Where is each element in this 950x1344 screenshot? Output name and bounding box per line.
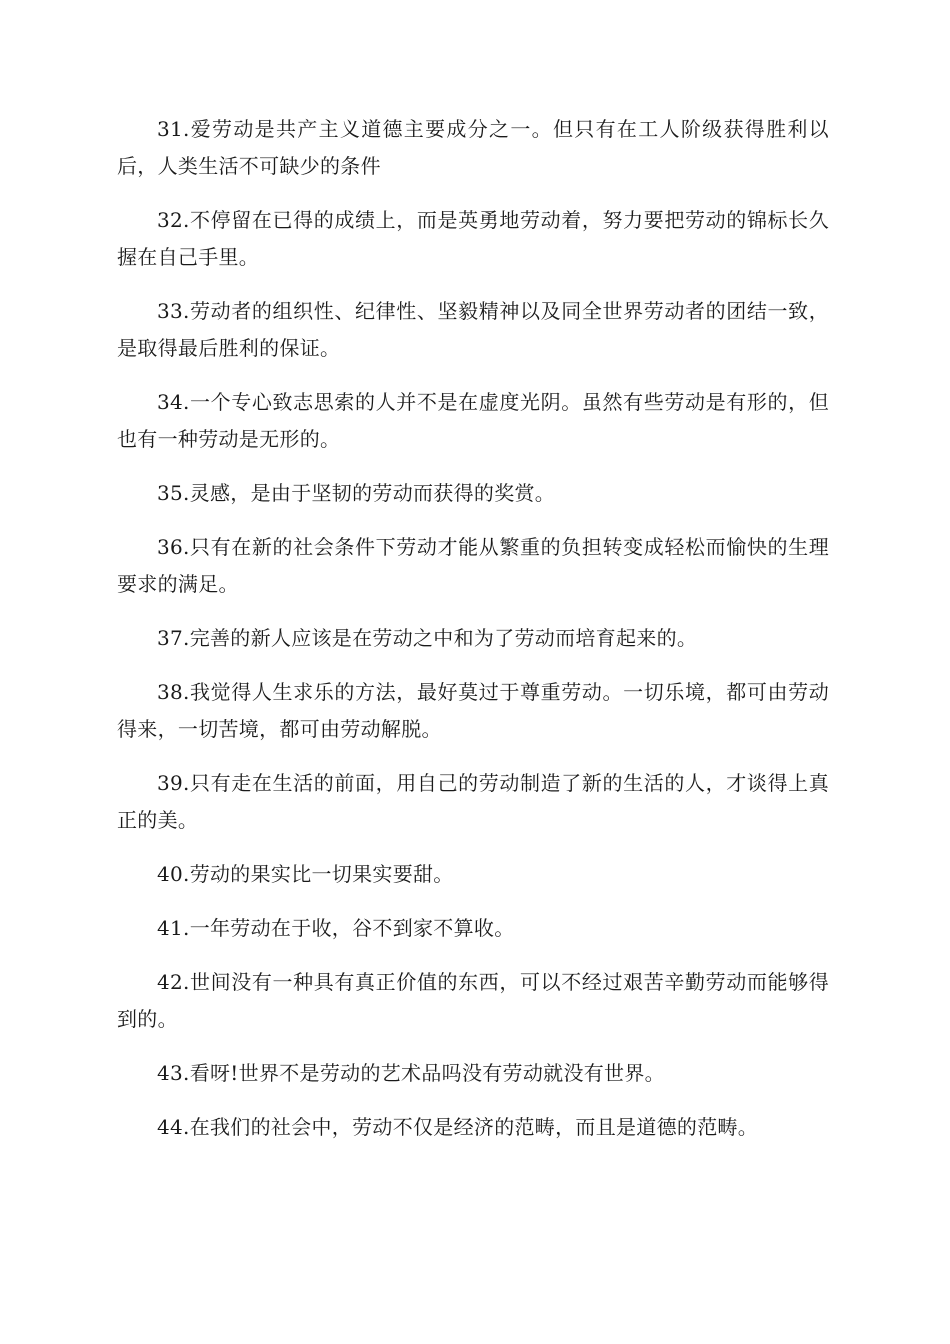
quote-paragraph: 32.不停留在已得的成绩上，而是英勇地劳动着，努力要把劳动的锦标长久握在自己手里。 (117, 208, 829, 269)
quote-paragraph: 43.看呀!世界不是劳动的艺术品吗没有劳动就没有世界。 (157, 1061, 665, 1085)
quote-paragraph: 41.一年劳动在于收，谷不到家不算收。 (157, 916, 515, 940)
quote-paragraph: 44.在我们的社会中，劳动不仅是经济的范畴，而且是道德的范畴。 (157, 1115, 759, 1139)
quote-paragraph: 35.灵感，是由于坚韧的劳动而获得的奖赏。 (157, 481, 556, 505)
document-page (117, 111, 829, 1163)
quote-paragraph: 31.爱劳动是共产主义道德主要成分之一。但只有在工人阶级获得胜利以后，人类生活不可缺少的条件 (117, 117, 829, 178)
quote-paragraph: 39.只有走在生活的前面，用自己的劳动制造了新的生活的人，才谈得上真正的美。 (117, 771, 829, 832)
quote-paragraph: 37.完善的新人应该是在劳动之中和为了劳动而培育起来的。 (157, 626, 698, 650)
quote-paragraph: 42.世间没有一种具有真正价值的东西，可以不经过艰苦辛勤劳动而能够得到的。 (117, 970, 829, 1031)
quote-paragraph: 38.我觉得人生求乐的方法，最好莫过于尊重劳动。一切乐境，都可由劳动得来，一切苦境，都可由劳动解脱。 (117, 680, 829, 741)
quote-paragraph: 36.只有在新的社会条件下劳动才能从繁重的负担转变成轻松而愉快的生理要求的满足。 (117, 535, 829, 596)
quote-paragraph: 40.劳动的果实比一切果实要甜。 (157, 862, 454, 886)
quote-paragraph: 33.劳动者的组织性、纪律性、坚毅精神以及同全世界劳动者的团结一致，是取得最后胜利的保证。 (117, 299, 829, 360)
quote-paragraph: 34.一个专心致志思索的人并不是在虚度光阴。虽然有些劳动是有形的，但也有一种劳动是无形的。 (117, 390, 829, 451)
